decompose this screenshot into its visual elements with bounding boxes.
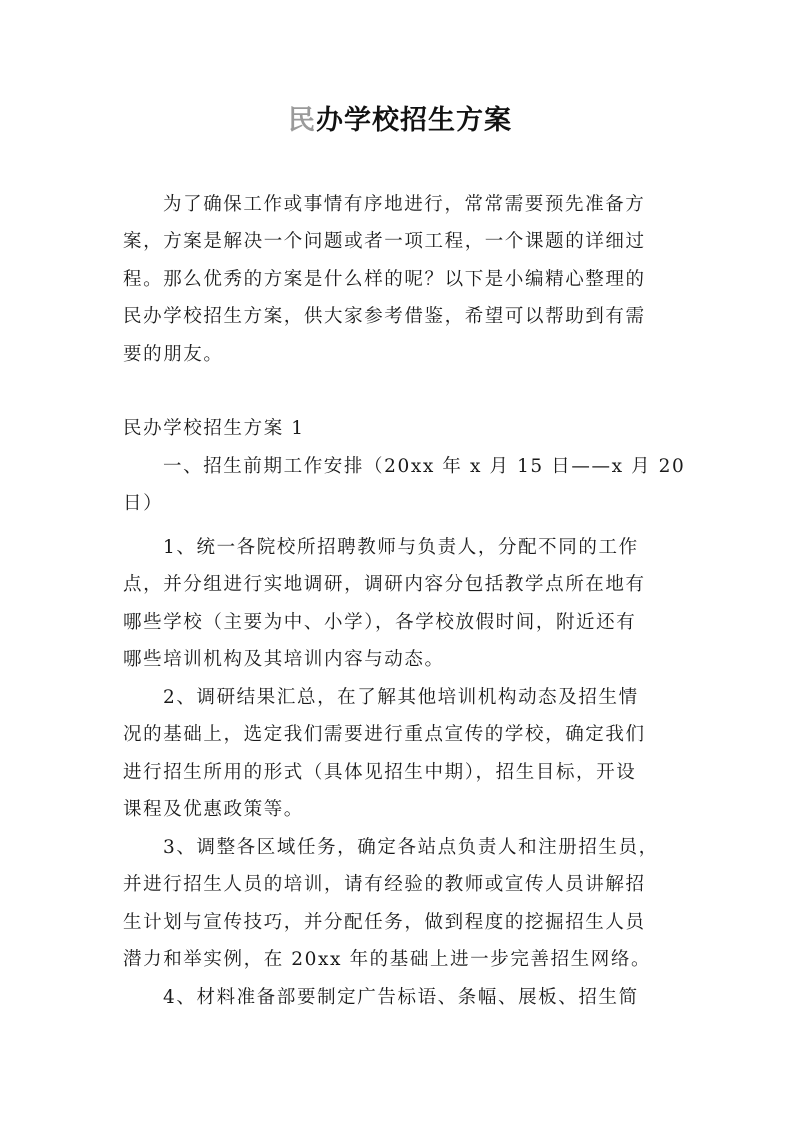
paragraph-line: 要的朋友。 (123, 344, 224, 365)
paragraph-line: 况的基础上，选定我们需要进行重点宣传的学校，确定我们 (123, 724, 646, 745)
paragraph-line: 生计划与宣传技巧，并分配任务，做到程度的挖掘招生人员 (123, 912, 646, 933)
paragraph-line: 程。那么优秀的方案是什么样的呢？以下是小编精心整理的 (123, 269, 646, 290)
paragraph-line: 1、统一各院校所招聘教师与负责人，分配不同的工作 (163, 537, 639, 558)
paragraph-line: 3、调整各区域任务，确定各站点负责人和注册招生员， (163, 837, 659, 858)
paragraph-line: 案，方案是解决一个问题或者一项工程，一个课题的详细过 (123, 231, 646, 252)
paragraph-line: 进行招生所用的形式（具体见招生中期），招生目标，开设 (123, 762, 637, 783)
paragraph-line: 课程及优惠政策等。 (123, 799, 304, 820)
paragraph-line: 潜力和举实例，在 20xx 年的基础上进一步完善招生网络。 (123, 949, 652, 970)
title-rest: 办学校招生方案 (316, 105, 512, 136)
paragraph-line: 点，并分组进行实地调研，调研内容分包括教学点所在地有 (123, 574, 646, 595)
paragraph-line: 哪些培训机构及其培训内容与动态。 (123, 649, 445, 670)
document-title (0, 98, 800, 137)
paragraph-line: 一、招生前期工作安排（20xx 年 x 月 15 日——x 月 20 (163, 456, 686, 477)
paragraph-line: 2、调研结果汇总，在了解其他培训机构动态及招生情 (163, 687, 639, 708)
section-heading: 民办学校招生方案 1 (123, 418, 305, 439)
paragraph-line: 并进行招生人员的培训，请有经验的教师或宣传人员讲解招 (123, 874, 646, 895)
title-first-char: 民 (288, 105, 316, 136)
paragraph-line: 日） (123, 493, 164, 514)
paragraph-line: 为了确保工作或事情有序地进行，常常需要预先准备方 (163, 194, 646, 215)
paragraph-line: 4、材料准备部要制定广告标语、条幅、展板、招生简 (163, 987, 639, 1008)
paragraph-line: 民办学校招生方案，供大家参考借鉴，希望可以帮助到有需 (123, 306, 646, 327)
paragraph-line: 哪些学校（主要为中、小学），各学校放假时间，附近还有 (123, 612, 637, 633)
